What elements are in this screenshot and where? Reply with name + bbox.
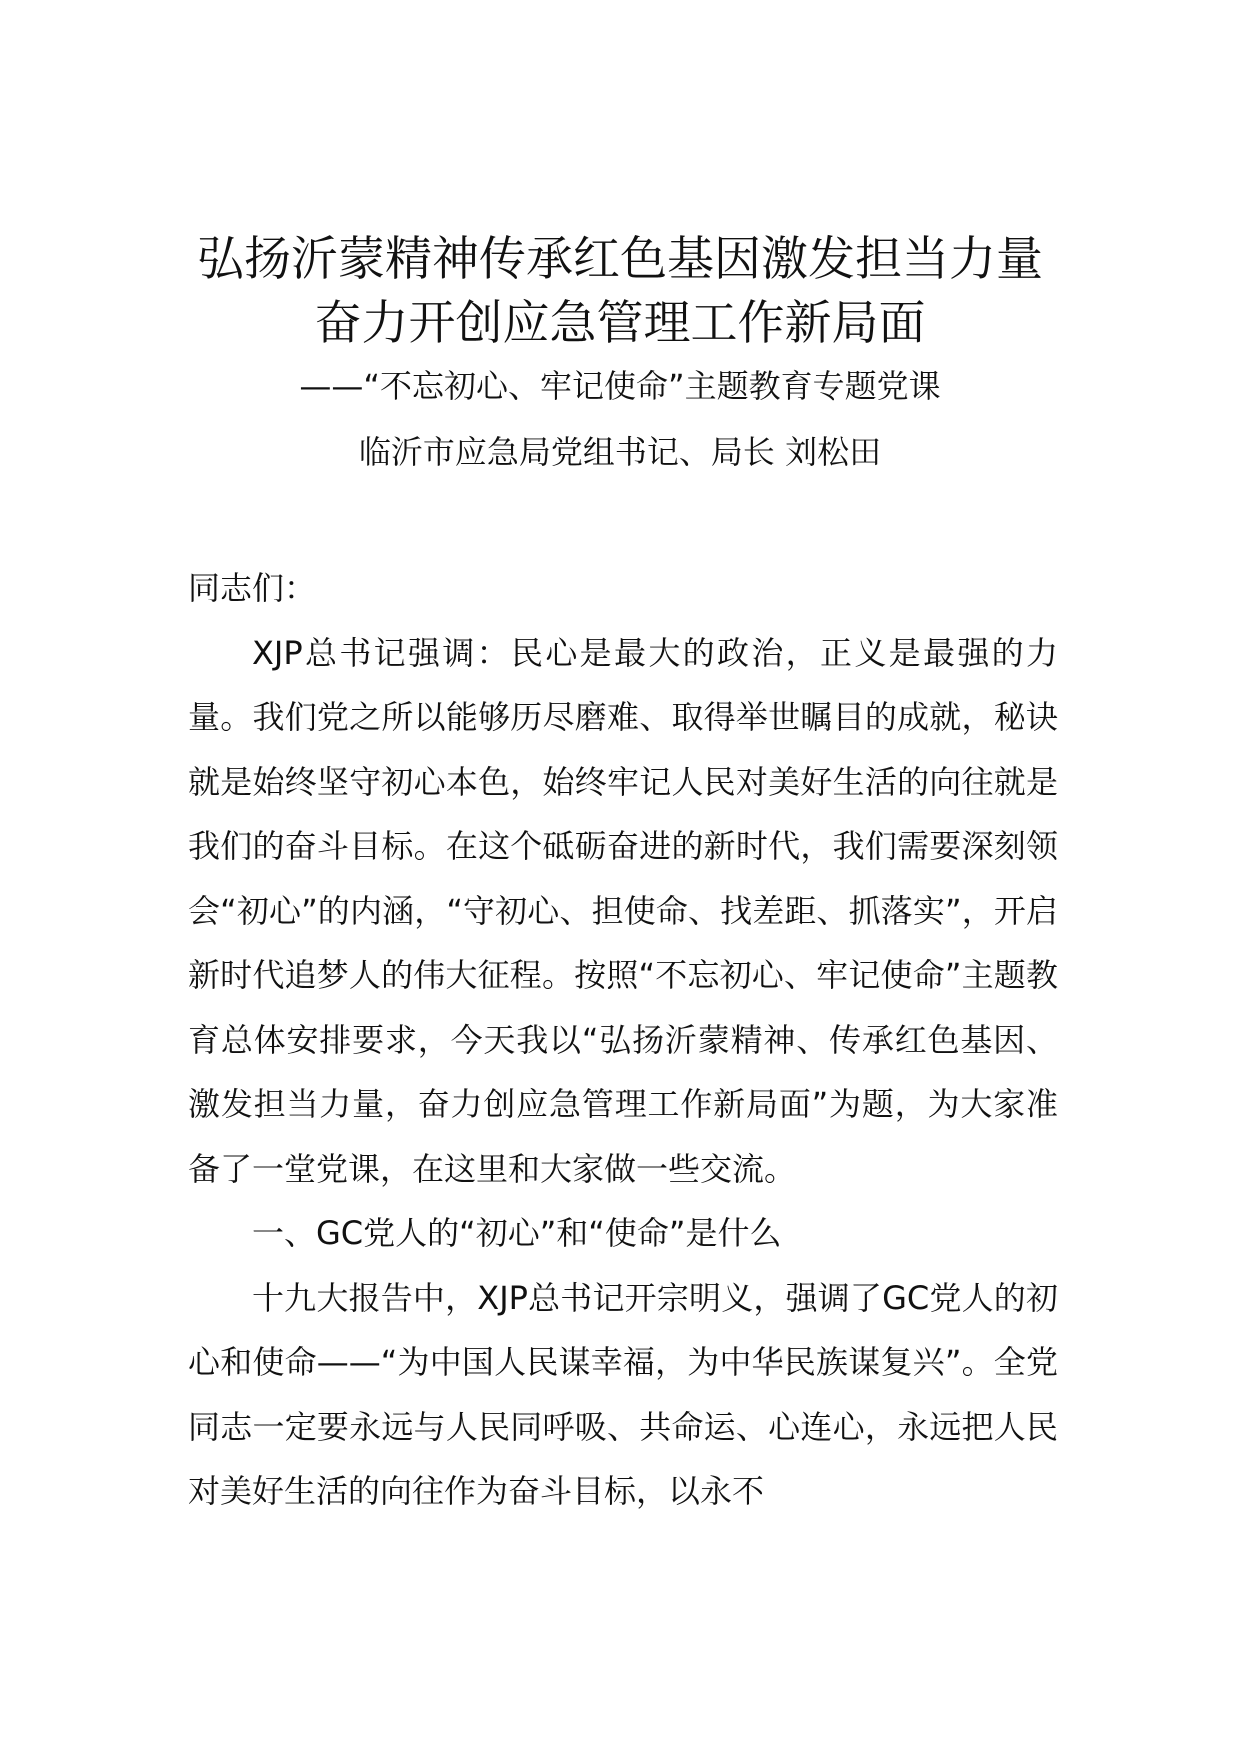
- document-subtitle: ——“不忘初心、牢记使命”主题教育专题党课: [299, 367, 941, 405]
- section-1-paragraph: 十九大报告中，XJP总书记开宗明义，强调了GC党人的初心和使命——“为中国人民谋幸福，为中华民族谋复兴”。全党同志一定要永远与人民同呼吸、共命运、心连心，永远把人民对美好生活的向往作为奋斗目标，以永不: [188, 1278, 1058, 1510]
- document-title-line-2: 奋力开创应急管理工作新局面: [314, 296, 926, 351]
- document-body: [188, 556, 1058, 1524]
- salutation: 同志们：: [188, 569, 317, 607]
- section-1-heading: 一、GC党人的“初心”和“使命”是什么: [252, 1214, 782, 1252]
- intro-paragraph: XJP总书记强调：民心是最大的政治，正义是最强的力量。我们党之所以能够历尽磨难、取得举世瞩目的成就，秘诀就是始终坚守初心本色，始终牢记人民对美好生活的向往就是我们的奋斗目标。在这个砥砺奋进的新时代，我们需要深刻领会“初心”的内涵，“守初心、担使命、找差距、抓落实”，开启新时代追梦人的伟大征程。按照“不忘初心、牢记使命”主题教育总体安排要求，今天我以“弘扬沂蒙精神、传承红色基因、激发担当力量，奋力创应急管理工作新局面”为题，为大家准备了一堂党课，在这里和大家做一些交流。: [188, 633, 1058, 1188]
- document-title-line-1: 弘扬沂蒙精神传承红色基因激发担当力量: [197, 232, 1043, 287]
- document-author: 临沂市应急局党组书记、局长 刘松田: [358, 433, 882, 471]
- title-block: [150, 228, 1090, 480]
